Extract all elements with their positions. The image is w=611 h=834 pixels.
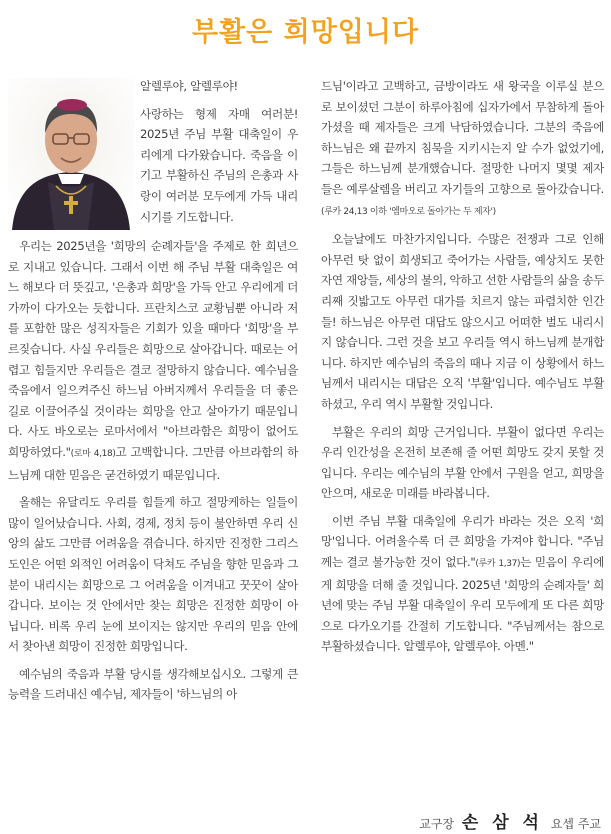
signature-title: 교구장: [419, 817, 455, 831]
signature-name: 손 삼 석: [461, 813, 543, 833]
intro-paragraph: 사랑하는 형제 자매 여러분! 2025년 주님 부활 대축일이 우리에게 다가왔습니다. 죽음을 이기고 부활하신 주님의 은총과 사랑이 여러분 모두에게 가득 내리시기를 기도합니다.: [140, 106, 298, 224]
left-column: [8, 76, 298, 712]
paragraph-6: 오늘날에도 마찬가지입니다. 수많은 전쟁과 그로 인해 아무런 탓 없이 희생되고 죽어가는 사람들, 예상치도 못한 자연 재앙들, 세상의 불의, 악하고 선한 사람들의 삶을 송두리째 짓밟고도 아무런 대가를 치르지 않는 파렴치한 인간들! 하느님은 아무런 대답도 않으시고 어떠한 벌도 내리시지 않습니다. 그런 것을 보고 우리들 역시 하느님께 분개합니다. 하지만 예수님의 죽음의 때나 지금 이 상황에서 하느님께서 내리시는 대답은 오직 '부활'입니다. 예수님도 부활하셨고, 우리 역시 부활할 것입니다.: [321, 232, 604, 411]
paragraph-5: 드님'이라고 고백하고, 금방이라도 새 왕국을 이루실 분으로 보이셨던 그분이 하루아침에 십자가에서 무참하게 돌아가셨을 때 제자들은 크게 낙담하였습니다. 그분의 죽음에 하느님은 왜 끝까지 침묵을 지키시는지 알 수가 없었기에, 그들은 하느님께 분개했습니다. 절망한 나머지 몇몇 제자들은 예루살렘을 버리고 자기들의 고향으로 돌아갔습니다.(루카 24,13 이하 '엠마오로 돌아가는 두 제자'): [321, 79, 604, 217]
greeting: 알렐루야, 알렐루야!: [140, 79, 238, 93]
paragraph-7: 부활은 우리의 희망 근거입니다. 부활이 없다면 우리는 우리 인간성을 온전히 보존해 줄 어떤 희망도 갖지 못할 것입니다. 우리는 예수님의 부활 안에서 구원을 얻고, 희망을 안으며, 새로운 미래를 바라봅니다.: [321, 424, 604, 501]
paragraph-4: 예수님의 죽음과 부활 당시를 생각해보십시오. 그렇게 큰 능력을 드러내신 예수님, 제자들이 '하느님의 아: [8, 666, 298, 702]
paragraph-3: 올해는 유달리도 우리를 힘들게 하고 절망케하는 일들이 많이 일어났습니다. 사회, 경제, 정치 등이 불안하면 우리 신앙의 삶도 그만큼 어려움을 겪습니다. 하지만 진정한 그리스도인은 어떤 외적인 어려움이 닥쳐도 주님을 향한 믿음과 그분이 내리시는 희망으로 그 어려움을 이겨내고 꿋꿋이 살아갑니다. 보이는 것 안에서만 찾는 희망은 진정한 희망이 아닙니다. 비록 우리 눈에 보이지는 않지만 우리의 믿음 안에서 찾아낸 희망이 진정한 희망입니다.: [8, 495, 298, 654]
bishop-portrait: [8, 78, 134, 230]
signature: [419, 808, 601, 833]
right-column: [321, 76, 604, 664]
citation: (루카 24,13 이하 '엠마오로 돌아가는 두 제자'): [321, 206, 496, 217]
citation: (로마 4,18): [70, 448, 116, 459]
signature-suffix: 요셉 주교: [550, 817, 601, 831]
paragraph-2: 우리는 2025년을 '희망의 순례자들'을 주제로 한 희년으로 지내고 있습니다. 그래서 이번 해 주님 부활 대축일은 여느 해보다 더 뜻깊고, '은총과 희망'을 가득 안고 우리에게 더 가까이 다가오는 듯합니다. 프란치스코 교황님뿐 아니라 저를 포함한 많은 성직자들은 기회가 있을 때마다 '희망'을 부르짖습니다. 사실 우리들은 희망으로 살아갑니다. 때로는 어렵고 힘들지만 우리들은 결코 절망하지 않습니다. 예수님을 죽음에서 일으켜주신 하느님 아버지께서 우리들을 더 좋은 길로 이끌어주실 것이라는 희망을 안고 살아가기 때문입니다. 사도 바오로는 로마서에서 "아브라함은 희망이 없어도 희망하였다."(로마 4,18)고 고백합니다. 그만큼 아브라함의 하느님께 대한 믿음은 굳건하였기 때문입니다.: [8, 239, 298, 482]
page-title: 부활은 희망입니다: [191, 17, 420, 48]
citation: (루카 1,37): [475, 559, 521, 570]
paragraph-8: 이번 주님 부활 대축일에 우리가 바라는 것은 오직 '희망'입니다. 어려울수록 더 큰 희망을 가져야 합니다. "주님께는 결코 불가능한 것이 없다."(루카 1,37)는 믿음이 우리에게 희망을 더해 줄 것입니다. 2025년 '희망의 순례자들' 희년에 맞는 주님 부활 대축일이 우리 모두에게 또 다른 희망으로 다가오기를 간절히 기도합니다. "주님께서는 참으로 부활하셨습니다. 알렐루야, 알렐루야. 아멘.": [321, 513, 604, 654]
